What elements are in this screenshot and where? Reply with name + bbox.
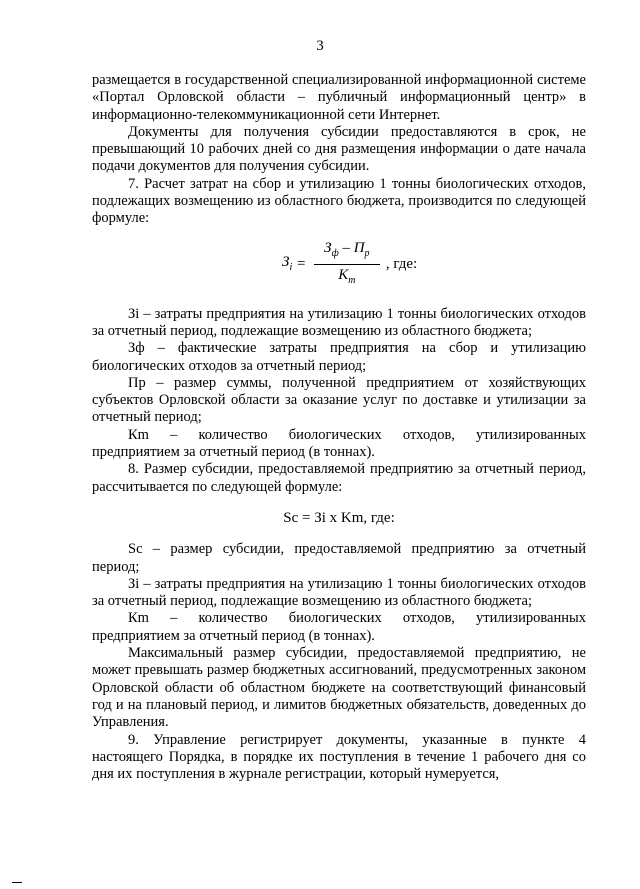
paragraph: размещается в государственной специализированной информационной системе «Портал Орловской области – публичный информационный центр» в информационно-телекоммуникационной сети Интернет. xyxy=(92,72,586,123)
document-body xyxy=(92,72,586,783)
paragraph: 7. Расчет затрат на сбор и утилизацию 1 тонны биологических отходов, подлежащих возмещению из областного бюджета, производится по следующей формуле: xyxy=(92,175,586,227)
paragraph: Документы для получения субсидии предоставляются в срок, не превышающий 10 рабочих дней со дня размещения информации о дате начала подачи документов для получения субсидии. xyxy=(92,123,586,175)
paragraph: Sc – размер субсидии, предоставляемой предприятию за отчетный период; xyxy=(92,541,586,575)
formula-equals: = xyxy=(292,256,310,273)
paragraph: Зф – фактические затраты предприятия на сбор и утилизацию биологических отходов за отчетный период; xyxy=(92,340,586,374)
formula-denominator: $К_m$ xyxy=(314,264,380,289)
paragraph: Зi – затраты предприятия на утилизацию 1 тонны биологических отходов за отчетный период, подлежащие возмещению из областного бюджета; xyxy=(92,575,586,610)
formula-subsidy: Sc = Зi x Km, где: xyxy=(283,509,395,526)
paragraph: Максимальный размер субсидии, предоставляемой предприятию, не может превышать размер бюджетных ассигнований, предусмотренных законом Орловской области об областном бюджете на соответствующий финансовый год и на плановый период, и лимитов бюджетных обязательств, доведенных до Управления. xyxy=(92,645,586,731)
paragraph: Зi – затраты предприятия на утилизацию 1 тонны биологических отходов за отчетный период, подлежащие возмещению из областного бюджета; xyxy=(92,305,586,339)
paragraph: 8. Размер субсидии, предоставляемой предприятию за отчетный период, рассчитывается по следующей формуле: xyxy=(92,461,586,495)
paragraph: Кm – количество биологических отходов, утилизированных предприятием за отчетный период (в тоннах). xyxy=(92,610,586,644)
formula-cost xyxy=(92,234,586,296)
paragraph: Кm – количество биологических отходов, утилизированных предприятием за отчетный период (в тоннах). xyxy=(92,426,586,461)
page-corner-mark xyxy=(12,882,22,883)
paragraph: 9. Управление регистрирует документы, указанные в пункте 4 настоящего Порядка, в порядке их поступления в течение 1 рабочего дня со дня их поступления в журнале регистрации, который нумеруется, xyxy=(92,731,586,783)
formula-tail: , где: xyxy=(385,256,418,273)
formula-numerator: $З_ф - П_р$ xyxy=(324,240,370,260)
formula-fraction xyxy=(314,240,380,289)
formula-lhs: $З_i$ xyxy=(282,253,293,273)
paragraph: Пр – размер суммы, полученной предприятием от хозяйствующих субъектов Орловской области за оказание услуг по доставке и утилизации за отчетный период; xyxy=(92,374,586,426)
page-number: 3 xyxy=(316,38,324,54)
